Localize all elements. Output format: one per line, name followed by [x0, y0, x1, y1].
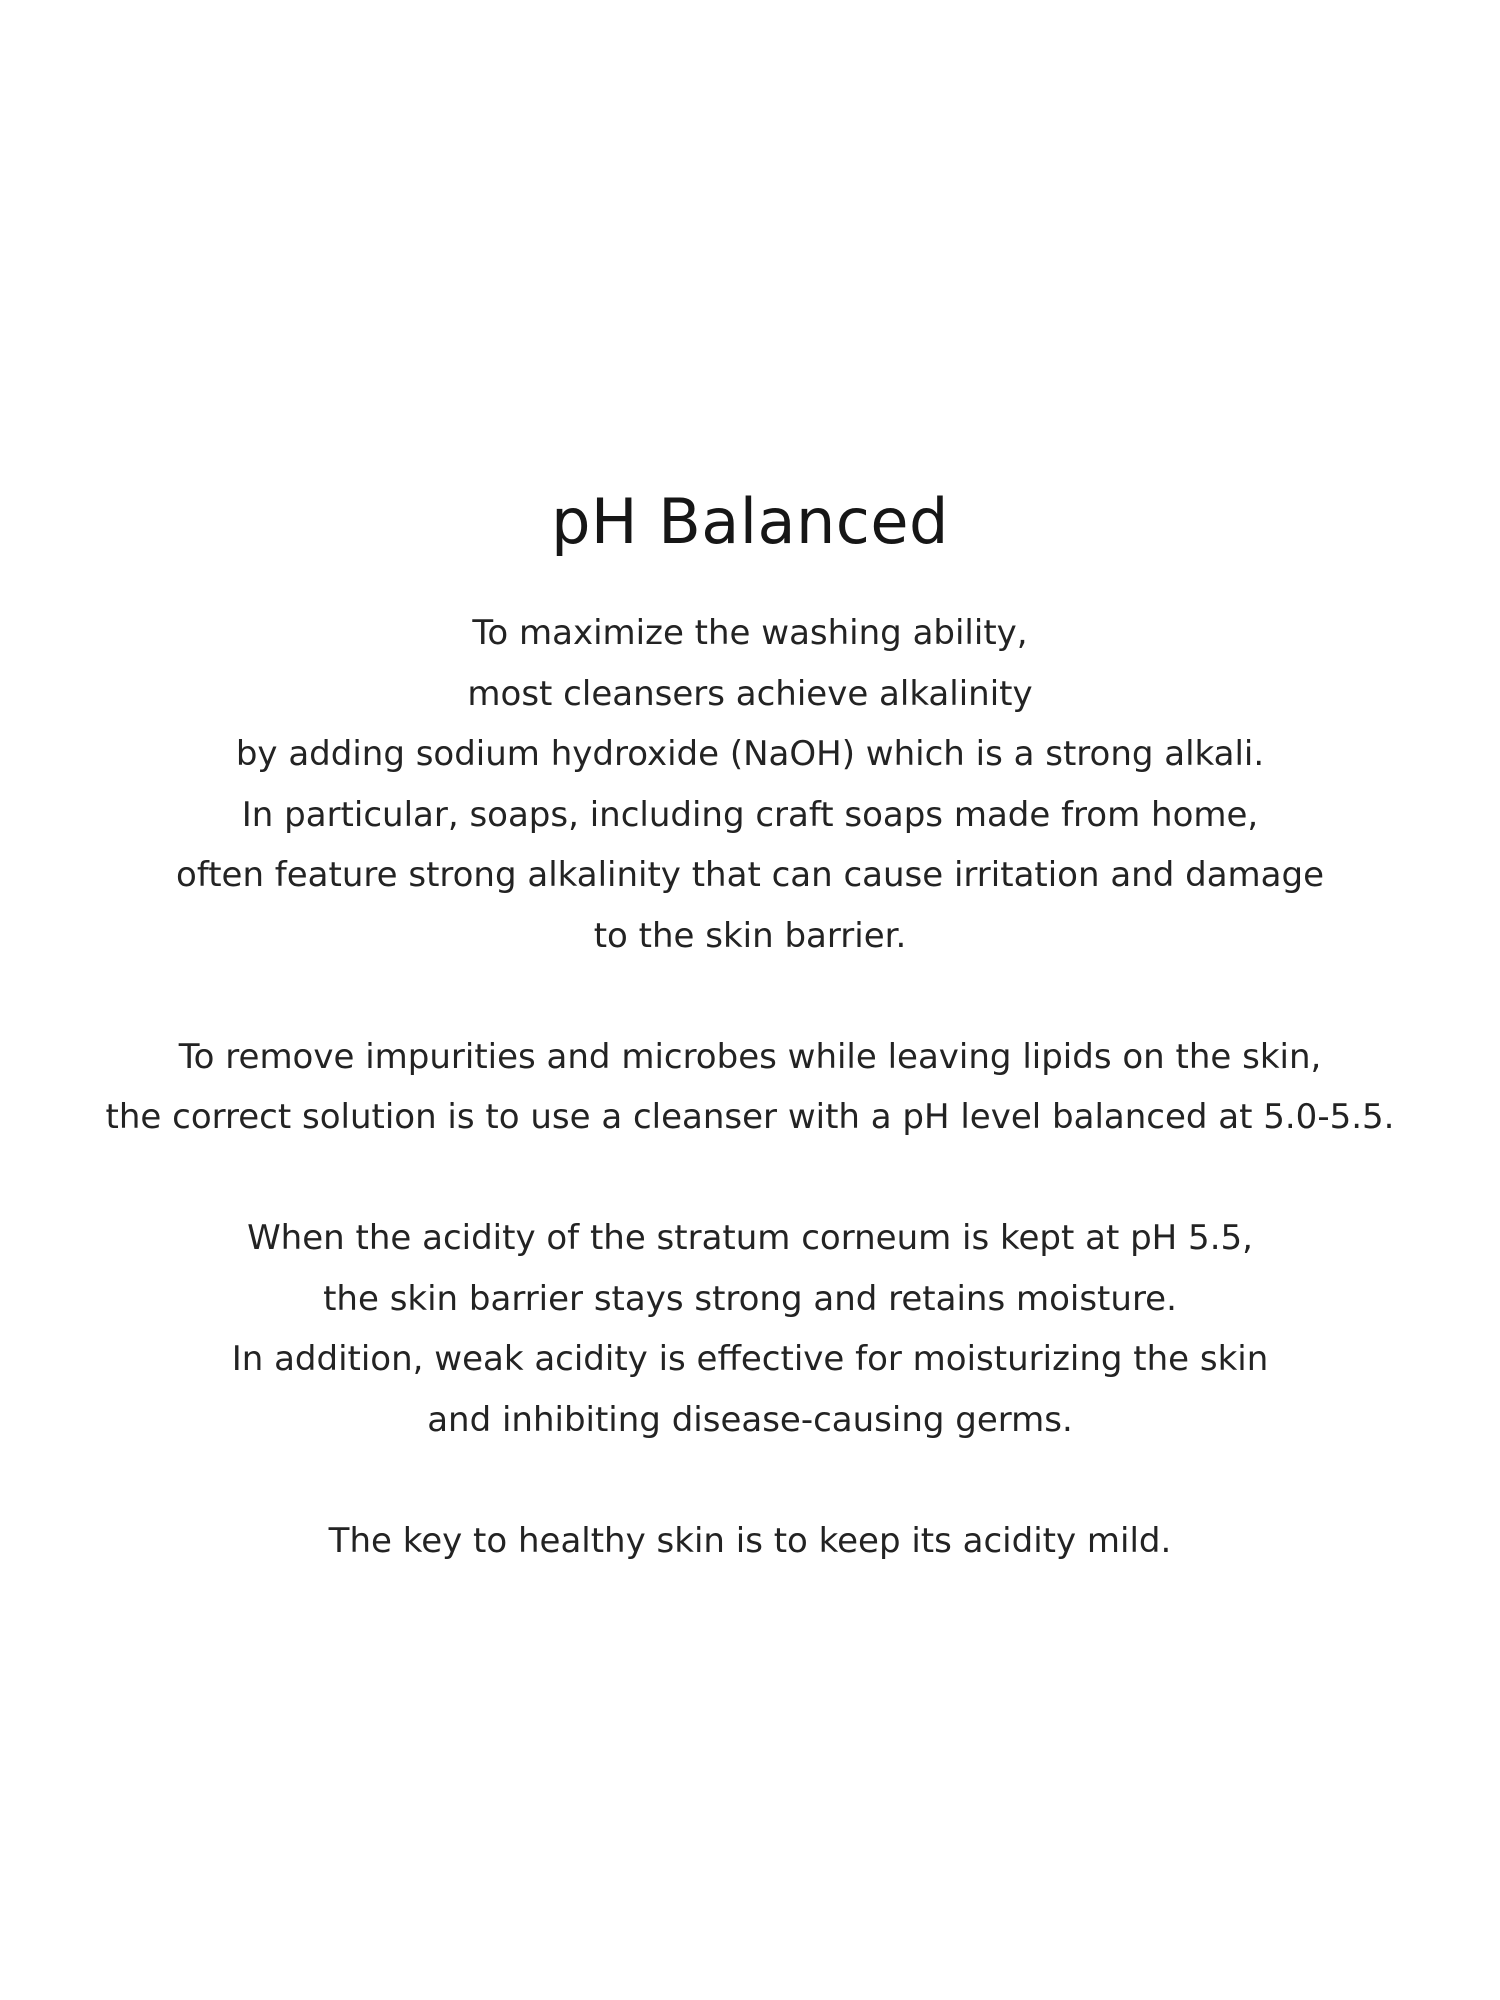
text-line: To maximize the washing ability,: [472, 613, 1028, 653]
paragraph-solution: [0, 1027, 1500, 1148]
text-line: often feature strong alkalinity that can cause irritation and damage: [176, 855, 1324, 895]
text-line: When the acidity of the stratum corneum is kept at pH 5.5,: [247, 1218, 1253, 1258]
body-text: [0, 603, 1500, 1632]
text-line: In addition, weak acidity is effective for moisturizing the skin: [231, 1339, 1269, 1379]
text-line: the correct solution is to use a cleanser with a pH level balanced at 5.0-5.5.: [105, 1097, 1395, 1137]
paragraph-acidity: [0, 1208, 1500, 1450]
text-line: by adding sodium hydroxide (NaOH) which is a strong alkali.: [235, 734, 1265, 774]
text-line: To remove impurities and microbes while leaving lipids on the skin,: [178, 1036, 1322, 1077]
page-title: pH Balanced: [551, 484, 949, 558]
text-line: most cleansers achieve alkalinity: [467, 673, 1033, 714]
text-line: In particular, soaps, including craft soaps made from home,: [241, 794, 1259, 835]
paragraph-conclusion: [0, 1511, 1500, 1572]
paragraph-alkalinity: [0, 603, 1500, 966]
text-line: The key to healthy skin is to keep its acidity mild.: [328, 1520, 1172, 1561]
text-line: to the skin barrier.: [593, 915, 907, 956]
text-line: and inhibiting disease-causing germs.: [427, 1399, 1073, 1440]
text-line: the skin barrier stays strong and retains moisture.: [323, 1278, 1177, 1319]
